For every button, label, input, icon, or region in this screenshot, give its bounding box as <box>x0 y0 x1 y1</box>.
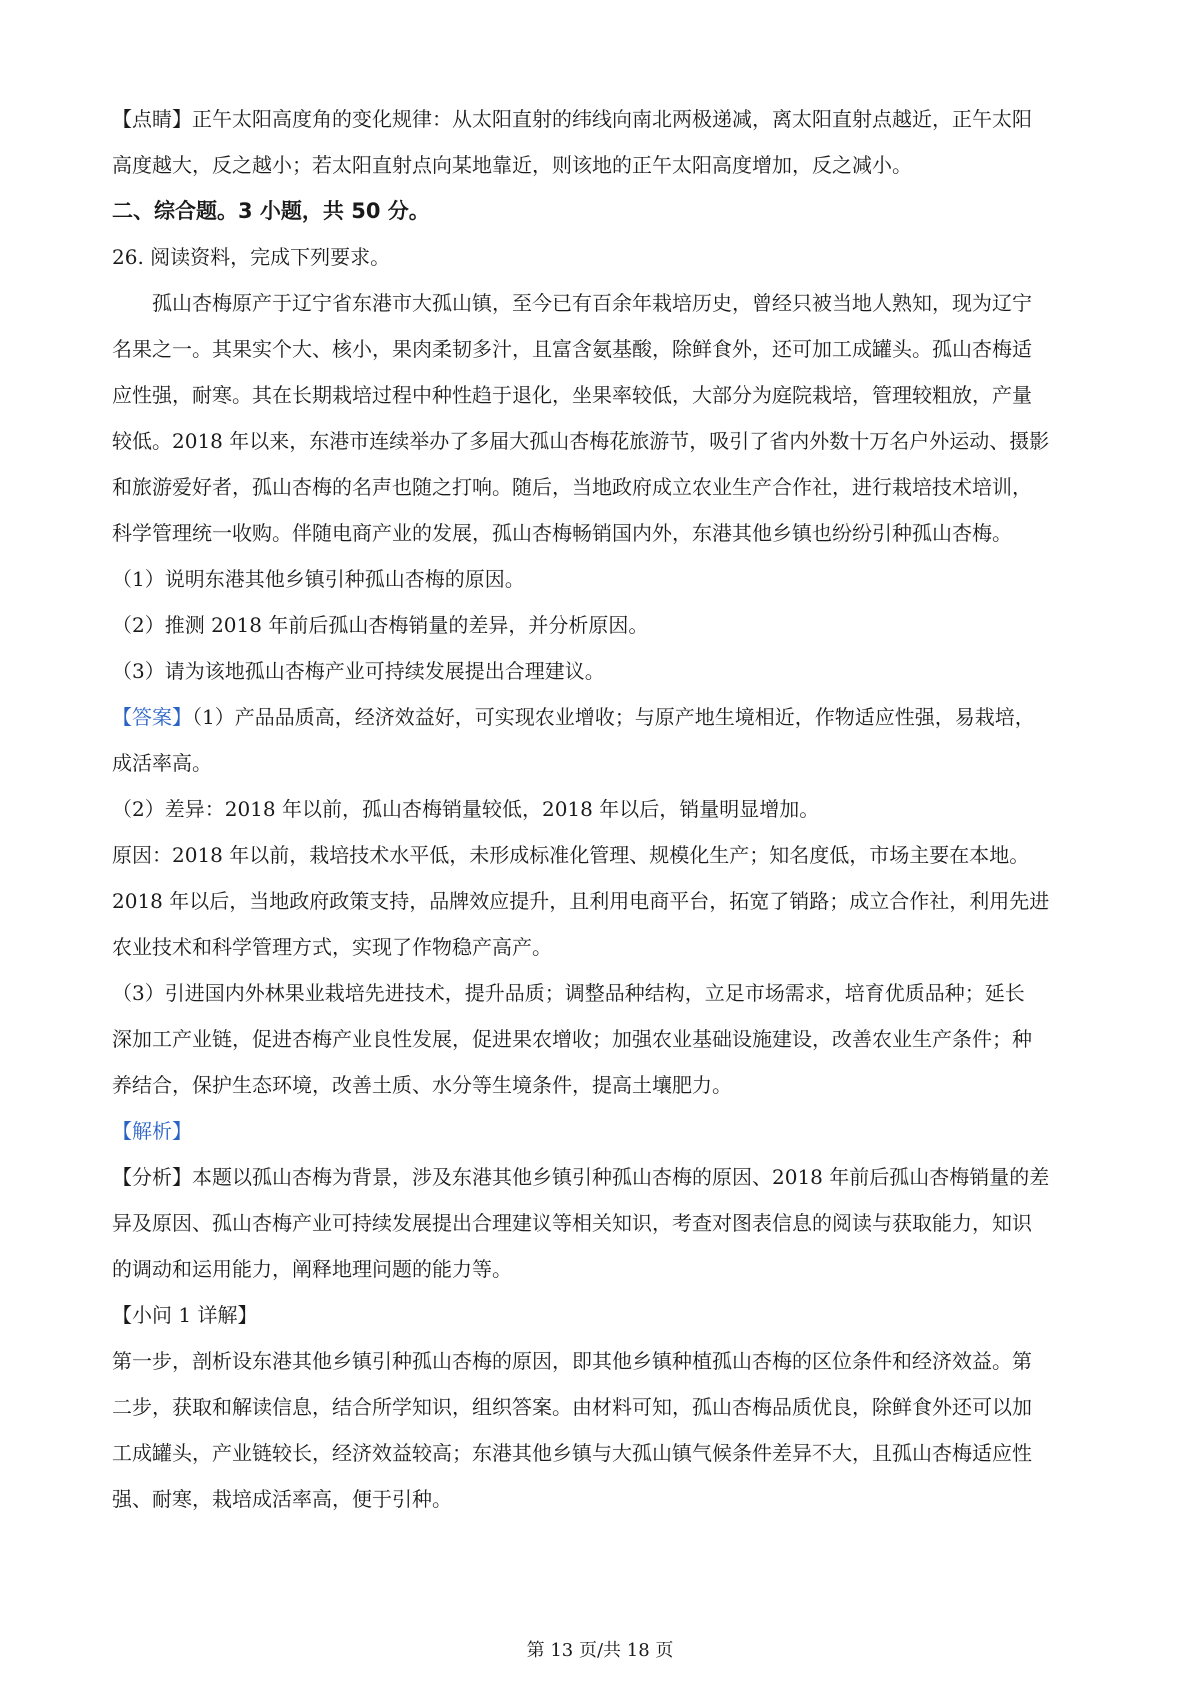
jiexi-label: 【解析】 <box>112 1119 192 1143</box>
material-line: 较低。2018 年以来，东港市连续举办了多届大孤山杏梅花旅游节，吸引了省内外数十万名户外运动、摄影 <box>112 429 1050 453</box>
answer-line-1 <box>112 694 1100 740</box>
answer-label: 【答案】 <box>112 705 192 729</box>
sub-question-2: （2）推测 2018 年前后孤山杏梅销量的差异，并分析原因。 <box>112 613 649 637</box>
section-heading: 二、综合题。3 小题，共 50 分。 <box>112 199 430 223</box>
dianjing-line-1 <box>112 96 1100 142</box>
material-line: 和旅游爱好者，孤山杏梅的名声也随之打响。随后，当地政府成立农业生产合作社，进行栽培技术培训， <box>112 475 1032 499</box>
sub-question-3: （3）请为该地孤山杏梅产业可持续发展提出合理建议。 <box>112 659 605 683</box>
material-line: 应性强，耐寒。其在长期栽培过程中种性趋于退化，坐果率较低，大部分为庭院栽培，管理较粗放，产量 <box>112 383 1032 407</box>
xiaowen1-line: 强、耐寒，栽培成活率高，便于引种。 <box>112 1487 452 1511</box>
xiaowen1-line: 二步，获取和解读信息，结合所学知识，组织答案。由材料可知，孤山杏梅品质优良，除鲜食外还可以加 <box>112 1395 1032 1419</box>
sub-question-1: （1）说明东港其他乡镇引种孤山杏梅的原因。 <box>112 567 525 591</box>
answer-line: （2）差异：2018 年以前，孤山杏梅销量较低，2018 年以后，销量明显增加。 <box>112 797 820 821</box>
material-line: 科学管理统一收购。伴随电商产业的发展，孤山杏梅畅销国内外，东港其他乡镇也纷纷引种孤山杏梅。 <box>112 521 1012 545</box>
dianjing-line-2: 高度越大，反之越小；若太阳直射点向某地靠近，则该地的正午太阳高度增加，反之减小。 <box>112 153 912 177</box>
xiaowen1-line: 工成罐头，产业链较长，经济效益较高；东港其他乡镇与大孤山镇气候条件差异不大，且孤山杏梅适应性 <box>112 1441 1032 1465</box>
page-content <box>112 96 1100 1522</box>
answer-text-1: （1）产品品质高，经济效益好，可实现农业增收；与原产地生境相近，作物适应性强，易栽培， <box>192 705 1035 729</box>
material-line: 孤山杏梅原产于辽宁省东港市大孤山镇，至今已有百余年栽培历史，曾经只被当地人熟知，现为辽宁 <box>152 291 1032 315</box>
answer-line: 农业技术和科学管理方式，实现了作物稳产高产。 <box>112 935 552 959</box>
answer-line: 2018 年以后，当地政府政策支持，品牌效应提升，且利用电商平台，拓宽了销路；成立合作社，利用先进 <box>112 889 1050 913</box>
fenxi-line: 异及原因、孤山杏梅产业可持续发展提出合理建议等相关知识，考查对图表信息的阅读与获取能力，知识 <box>112 1211 1032 1235</box>
fenxi-line: 【分析】本题以孤山杏梅为背景，涉及东港其他乡镇引种孤山杏梅的原因、2018 年前后孤山杏梅销量的差 <box>112 1165 1050 1189</box>
answer-line: 深加工产业链，促进杏梅产业良性发展，促进果农增收；加强农业基础设施建设，改善农业生产条件；种 <box>112 1027 1032 1051</box>
xiaowen1-line: 第一步，剖析设东港其他乡镇引种孤山杏梅的原因，即其他乡镇种植孤山杏梅的区位条件和经济效益。第 <box>112 1349 1032 1373</box>
xiaowen1-heading: 【小问 1 详解】 <box>112 1303 258 1327</box>
answer-line: 养结合，保护生态环境，改善土质、水分等生境条件，提高土壤肥力。 <box>112 1073 732 1097</box>
fenxi-line: 的调动和运用能力，阐释地理问题的能力等。 <box>112 1257 512 1281</box>
material-line: 名果之一。其果实个大、核小，果肉柔韧多汁，且富含氨基酸，除鲜食外，还可加工成罐头。孤山杏梅适 <box>112 337 1032 361</box>
page-footer: 第 13 页/共 18 页 <box>526 1640 674 1661</box>
dianjing-label: 【点睛】 <box>112 107 192 131</box>
question-number: 26. 阅读资料，完成下列要求。 <box>112 245 391 269</box>
answer-line: （3）引进国内外林果业栽培先进技术，提升品质；调整品种结构，立足市场需求，培育优质品种；延长 <box>112 981 1025 1005</box>
answer-line: 成活率高。 <box>112 751 212 775</box>
dianjing-text-1: 正午太阳高度角的变化规律：从太阳直射的纬线向南北两极递减，离太阳直射点越近，正午太阳 <box>192 107 1032 131</box>
answer-line: 原因：2018 年以前，栽培技术水平低，未形成标准化管理、规模化生产；知名度低，市场主要在本地。 <box>112 843 1030 867</box>
